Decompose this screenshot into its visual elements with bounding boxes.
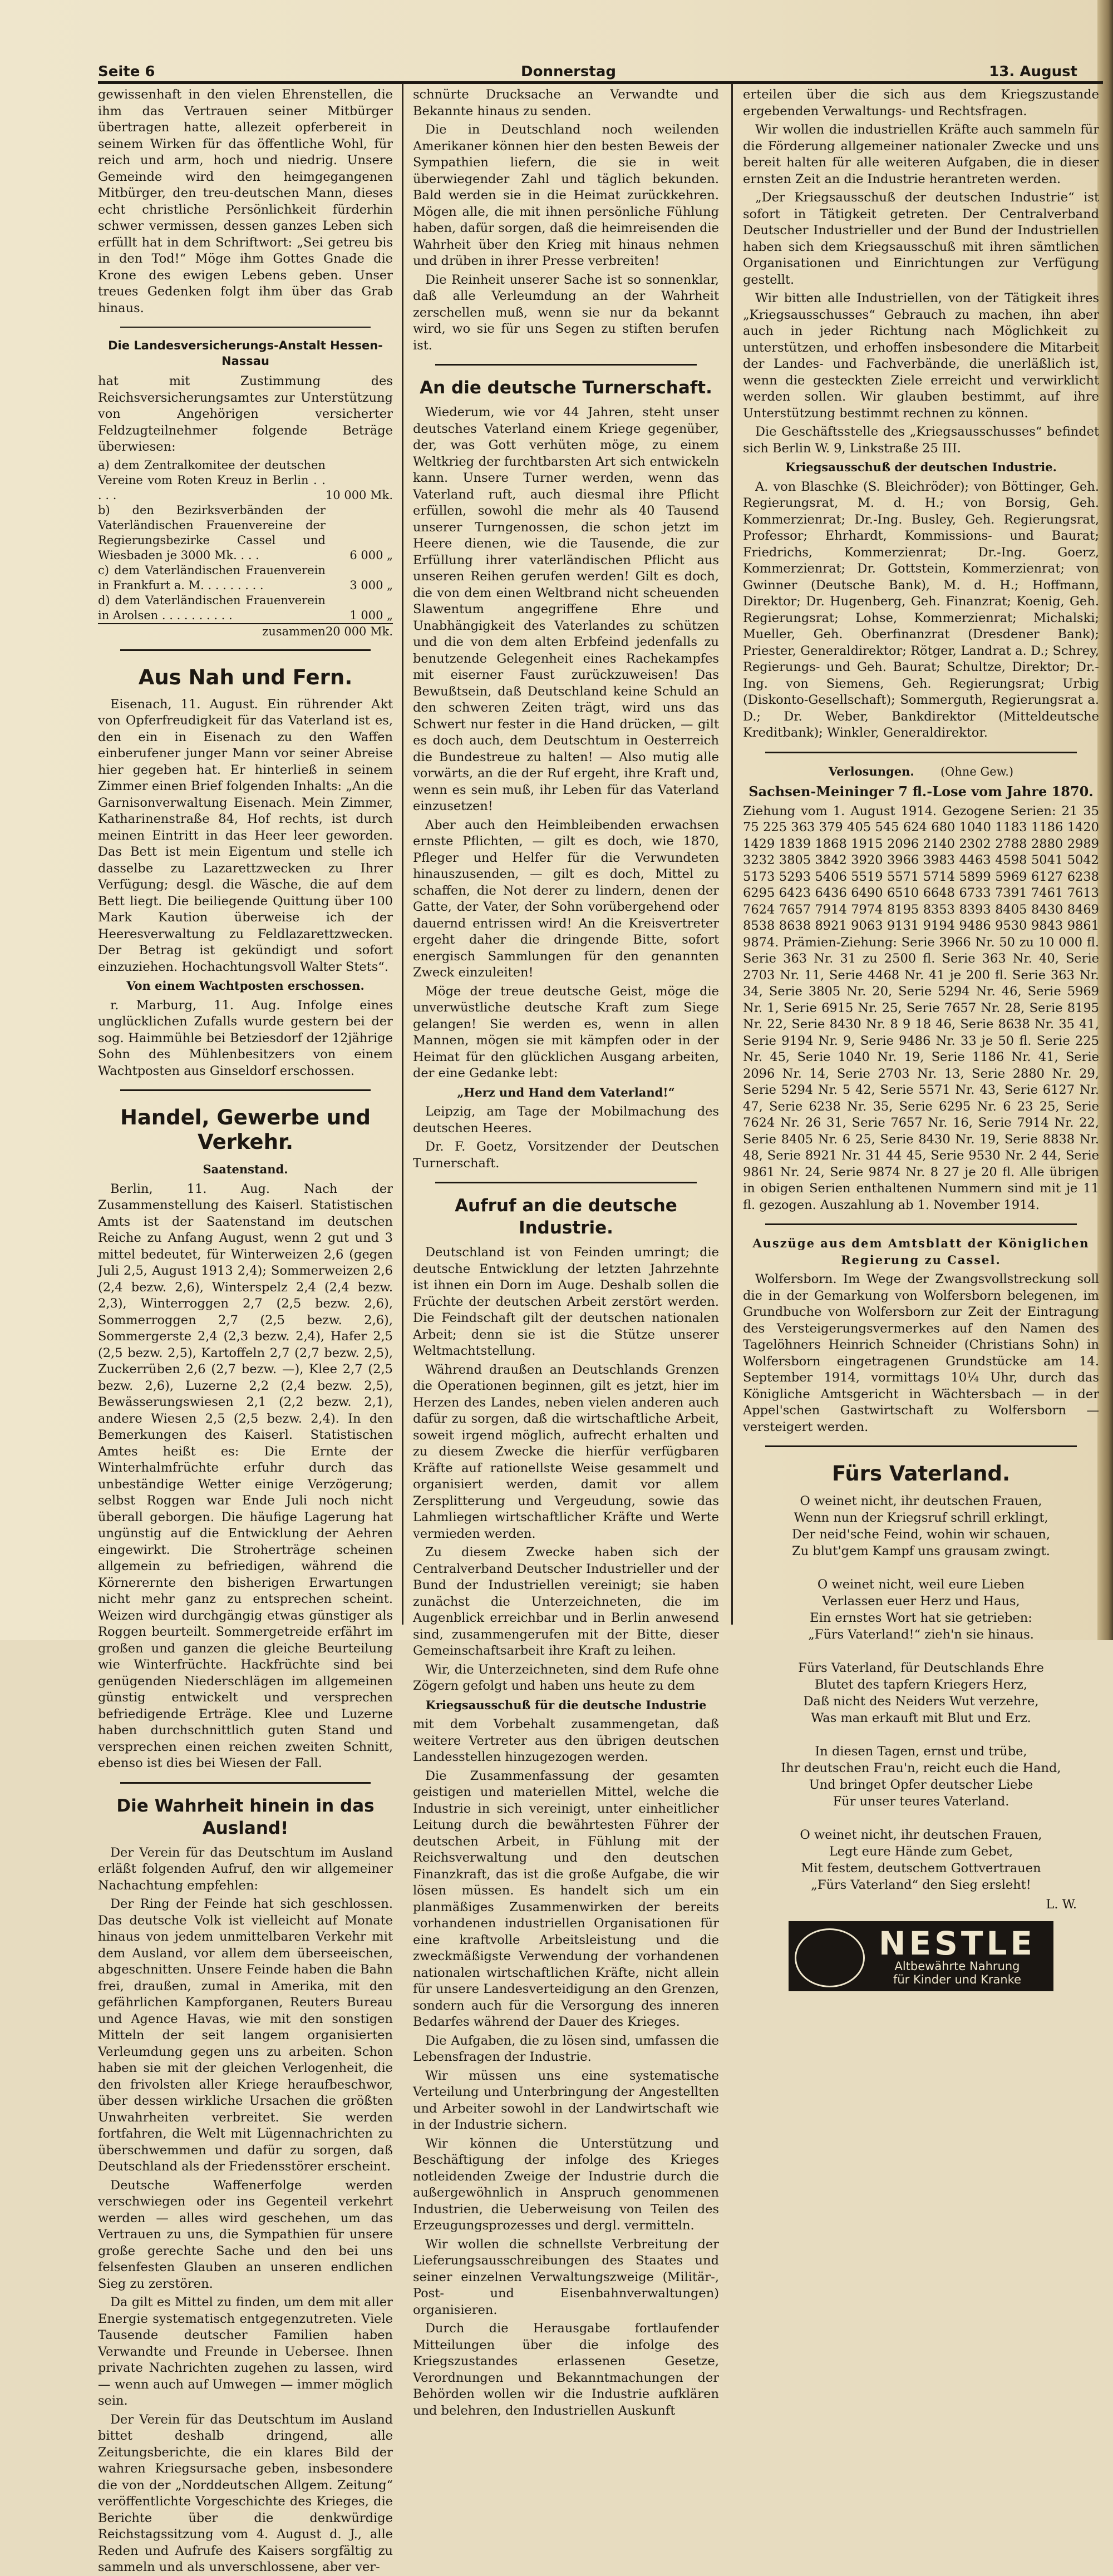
poem-gap	[743, 1560, 1099, 1576]
poem-line: Ihr deutschen Frau'n, reicht euch die Hand,	[781, 1761, 1061, 1775]
poem-line: „Fürs Vaterland“ den Sieg ersleht!	[811, 1878, 1031, 1892]
poem-line: Und bringet Opfer deutscher Liebe	[809, 1778, 1033, 1792]
column-rule	[731, 83, 733, 1625]
donation-row: a) dem Zentralkomitee der deutschen Vereine vom Roten Kreuz in Berlin . . . . . 10 000 Mk.	[98, 458, 393, 502]
industrie-paragraph: Die Aufgaben, die zu lösen sind, umfassen die Lebensfragen der Industrie.	[413, 2033, 719, 2064]
poem-line: In diesen Tagen, ernst und trübe,	[815, 1744, 1027, 1759]
wahrheit-paragraph: Die Reinheit unserer Sache ist so sonnenklar, daß alle Verleumdung an der Wahrheit zerschellen muß, wenn sie nur da bekannt wird, wo sie für uns Segen zu stiften berufen ist.	[413, 272, 719, 353]
poem	[743, 1493, 1099, 1893]
wahrheit-paragraph: Der Ring der Feinde hat sich geschlossen. Das deutsche Volk ist vielleicht auf Monate hinaus von jedem unmittelbaren Verkehr mit dem Ausland, vor allem dem überseeischen, abgeschnitten. Unsere Feinde haben die Bahn frei, draußen, zumal in Amerika, mit den gefährlichen Kampforganen, Reuters Bureau und Agence Havas, wie mit den sonstigen Mitteln der seit langem organisierten Verleumdung gegen uns zu arbeiten. Schon haben sie mit der gleichen Verlogenheit, die den frivolsten aller Kriege heraufbeschwor, über dessen wirkliche Ursachen die größten Unwahrheiten verbreitet. Sie werden fortfahren, die Welt mit Lügennachrichten zu überschwemmen und dafür zu sorgen, daß Deutschland als der Friedensstörer erscheint.	[98, 1897, 393, 2174]
section-title-wahrheit: Die Wahrheit hinein in das Ausland!	[116, 1795, 375, 1838]
turner-paragraph: Möge der treue deutsche Geist, möge die unverwüstliche deutsche Kraft zum Siege gelangen! Sie werden es, wenn in allen Mannen, mögen sie mit kämpfen oder in der Heimat für den glücklichen Ausgang arbeiten, der eine Gedanke lebt:	[413, 984, 719, 1080]
wachtposten-title: Von einem Wachtposten erschossen.	[126, 979, 365, 993]
turner-signature: Dr. F. Goetz, Vorsitzender der Deutschen Turnerschaft.	[413, 1139, 719, 1171]
turner-paragraph: Aber auch den Heimbleibenden erwachsen ernste Pflichten, — gilt es doch, wie 1870, Pfleger und Helfer für die Verwundeten hinauszusenden, — gilt es doch, Mittel zu schaffen, die Not derer zu lindern, denen der Gatte, der Vater, der Sohn vorübergehend oder dauernd entrissen wird! An die Kreisvertreter ergeht daher die dringende Bitte, sofort energisch Sammlungen für den genannten Zweck einzuleiten!	[413, 817, 719, 980]
wahrheit-paragraph: Der Verein für das Deutschtum im Ausland bittet deshalb dringend, alle Zeitungsberichte, die ein klares Bild der wahren Kriegsursache geben, insbesondere die von der „Norddeutschen Allgem. Zeitung“ veröffentlichte Vorgeschichte des Krieges, die Berichte über die denkwürdige Reichstagssitzung vom 4. August d. J., alle Reden und Aufrufe des Kaisers sorgfältig zu sammeln und als unverschlossene, aber ver-	[98, 2412, 393, 2574]
page-edge	[1097, 0, 1113, 1640]
turner-motto: „Herz und Hand dem Vaterland!“	[457, 1085, 675, 1099]
industrie-paragraph: Wir wollen die industriellen Kräfte auch sammeln für die Förderung allgemeiner nationaler Zwecke und uns bereit halten für alle weiteren Aufgaben, die in dieser ernsten Zeit an die Industrie herantreten werden.	[743, 122, 1099, 186]
wahrheit-paragraph: Der Verein für das Deutschtum im Ausland erläßt folgenden Aufruf, den wir allgemeiner Nachachtung empfehlen:	[98, 1845, 393, 1893]
poem-line: Blutet des tapfern Kriegers Herz,	[814, 1677, 1028, 1692]
nestle-advertisement	[789, 1921, 1053, 1991]
poem-line: „Fürs Vaterland!“ zieh'n sie hinaus.	[808, 1627, 1034, 1642]
obituary-text: gewissenhaft in den vielen Ehrenstellen, die ihm das Vertrauen seiner Mitbürger übertragen hatte, allezeit opferbereit in seinem Wirken für das öffentliche Wohl, für reich und arm, hoch und niedrig. Unsere Gemeinde wird den heimgegangenen Mitbürger, den treu-deutschen Mann, dieses echt christliche Persönlichkeit fürderhin schwer vermissen, dessen ganzes Leben sich erfüllt hat in dem Schriftwort: „Sei getreu bis in den Tod!“ Möge ihm Gottes Gnade die Krone des ewigen Lebens geben. Unser treues Gedenken folgt ihm über das Grab hinaus.	[98, 87, 393, 315]
donation-row: c) dem Vaterländischen Frauenverein in Frankfurt a. M. . . . . . . . . 3 000 „	[98, 563, 393, 592]
ad-brand: NESTLE	[878, 1924, 1036, 1962]
wolfersborn-notice: Wolfersborn. Im Wege der Zwangsvollstreckung soll die in der Gemarkung von Wolfersborn belegenen, im Grundbuche von Wolfersborn zur Zeit der Eintragung des Versteigerungsvermerkes auf den Namen des Tagelöhners Heinrich Schneider (Christians Sohn) in Wolfersborn eingetragenen Grundstücke am 14. September 1914, vormittags 10¼ Uhr, durch das Königliche Amtsgericht in Wächtersbach — in der Appel'schen Gastwirtschaft zu Wolfersborn — versteigert werden.	[743, 1272, 1099, 1434]
poem-line: Ein ernstes Wort hat sie getrieben:	[810, 1611, 1032, 1625]
turner-paragraph: Wiederum, wie vor 44 Jahren, steht unser deutsches Vaterland einem Kriege gegenüber, der, was Gott verhüten möge, zu einem Weltkrieg der furchtbarsten Art sich entwickeln kann. Unsere Turner werden, wenn das Vaterland ruft, auch diesmal ihre Pflicht erfüllen, sowohl die mehr als 40 Tausend unserer Turngenossen, die schon jetzt im Heere dienen, wie die Tausende, die zur Erfüllung ihrer vaterländischen Pflicht aus unseren Reihen gerufen werden! Gilt es doch, die von dem einen Weltbrand nicht scheuenden Slawentum angegriffene Ehre und Unabhängigkeit des Vaterlandes zu schützen und die von dem alten Erbfeind jedenfalls zu benutzende Gelegenheit eines Rachekampfes mit eiserner Faust zurückzuweisen! Das Bewußtsein, daß Deutschland keine Schuld an den schweren Zeiten trägt, wird uns das Schwert nur fester in die Hand drücken, — gilt es doch auch, dem Deutschtum in Oesterreich die Bundestreue zu halten! — Also mutig alle vorwärts, an die der Ruf ergeht, ihre Kraft und, wenn es sein muß, ihr Leben für das Vaterland einzusetzen!	[413, 405, 719, 813]
wahrheit-paragraph: Deutsche Waffenerfolge werden verschwiegen oder ins Gegenteil verkehrt werden — alles wird geschehen, um das Vertrauen zu uns, die Sympathien für unsere große gerechte Sache und den bei uns felsenfesten Glauben an unseren endlichen Sieg zu zerstören.	[98, 2178, 393, 2291]
weekday: Donnerstag	[521, 63, 616, 80]
industrie-paragraph: mit dem Vorbehalt zusammengetan, daß weitere Vertreter aus den übrigen deutschen Landesstellen hinzugezogen werden.	[413, 1717, 719, 1764]
column-rule	[402, 83, 403, 1625]
industrie-paragraph: Deutschland ist von Feinden umringt; die deutsche Entwicklung der letzten Jahrzehnte ist ihnen ein Dorn im Auge. Deshalb sollen die Früchte der deutschen Arbeit zerstört werden. Die Feindschaft gilt der deutschen nationalen Arbeit; denn sie ist die Stütze unserer Weltmachtstellung.	[413, 1245, 719, 1358]
poem-gap	[743, 1643, 1099, 1660]
industrie-paragraph: Wir bitten alle Industriellen, von der Tätigkeit ihres „Kriegsausschusses“ Gebrauch zu machen, ihn aber auch in jeder Richtung nach Möglichkeit zu unterstützen, und erhoffen insbesondere die Mitarbeit der Landes- und Fachverbände, die unerläßlich ist, wenn die gesteckten Ziele erreicht und verwirklicht werden sollen. Wir glauben bestimmt, auf ihre Unterstützung bestimmt rechnen zu können.	[743, 291, 1099, 421]
saatenstand-title: Saatenstand.	[203, 1162, 288, 1176]
donation-total: zusammen 20 000 Mk.	[98, 624, 393, 639]
industrie-paragraph: Die Geschäftsstelle des „Kriegsausschusses“ befindet sich Berlin W. 9, Linkstraße 25 III.	[743, 425, 1099, 456]
poem-line: O weinet nicht, ihr deutschen Frauen,	[800, 1828, 1042, 1842]
section-title-handel: Handel, Gewerbe und Verkehr.	[120, 1106, 371, 1154]
poem-line: Fürs Vaterland, für Deutschlands Ehre	[798, 1661, 1044, 1675]
lva-text: hat mit Zustimmung des Reichsversicherungsamtes zur Unterstützung von Angehörigen versicherter Feldzugteilnehmer folgende Beträge überwiesen:	[98, 374, 393, 454]
amtsblatt-title: Auszüge aus dem Amtsblatt der Königlichen Regierung zu Cassel.	[752, 1236, 1090, 1267]
page-number: Seite 6	[98, 63, 155, 80]
poem-line: Daß nicht des Neiders Wut verzehre,	[803, 1694, 1039, 1709]
page-header	[98, 60, 1100, 89]
column-3	[743, 87, 1099, 1986]
industrie-paragraph: Wir müssen uns eine systematische Verteilung und Unterbringung der Angestellten und Arbeiter sowohl in der Landwirtschaft wie in der Industrie sichern.	[413, 2068, 719, 2132]
wahrheit-paragraph: Die in Deutschland noch weilenden Amerikaner können hier den besten Beweis der Sympathien liefern, die sie in weit überwiegender Zahl und täglich bekunden. Bald werden sie in die Heimat zurückkehren. Mögen alle, die mit ihnen persönliche Fühlung haben, dafür sorgen, daß die heimreisenden die Wahrheit über den Krieg mit hinaus nehmen und drüben in ihrer Presse verbreiten!	[413, 122, 719, 268]
lose-title: Sachsen-Meininger 7 fl.-Lose vom Jahre 1870.	[748, 783, 1094, 800]
member-list: A. von Blaschke (S. Bleichröder); von Böttinger, Geh. Regierungsrat, M. d. H.; von Borsig, Geh. Kommerzienrat; Dr.-Ing. Busley, Geh. Regierungsrat, Professor; Ehrhardt, Kommissions- und Baurat; Friedrichs, Kommerzienrat; Dr.-Ing. Goerz, Kommerzienrat; Dr. Gottstein, Kommerzienrat; von Gwinner (Deutsche Bank), M. d. H.; Hoffmann, Direktor; Dr. Hugenberg, Geh. Finanzrat; Koenig, Geh. Regierungsrat; Lohse, Kommerzienrat; Michalski; Mueller, Geh. Oberfinanzrat (Dresdener Bank); Priester, Generaldirektor; Rötger, Landrat a. D.; Schrey, Regierungs- und Geh. Baurat; Schultze, Direktor; Dr.-Ing. von Siemens, Geh. Regierungsrat; Urbig (Diskonto-Gesellschaft); Sommerguth, Regierungsrat a. D.; Dr. Weber, Bankdirektor (Mitteldeutsche Kreditbank); Winkler, Generaldirektor.	[743, 479, 1099, 740]
poem-line: Der neid'sche Feind, wohin wir schauen,	[791, 1527, 1051, 1542]
poem-line: Mit festem, deutschem Gottvertrauen	[801, 1861, 1041, 1876]
lva-title: Die Landesversicherungs-Anstalt Hessen-Nassau	[108, 339, 383, 368]
industrie-paragraph: „Der Kriegsausschuß der deutschen Industrie“ ist sofort in Tätigkeit getreten. Der Centralverband Deutscher Industrieller und der Bund der Industriellen haben sich dem Kriegsausschuß mit ihren sämtlichen Organisationen und Einrichtungen zur Verfügung gestellt.	[743, 190, 1099, 287]
poem-line: Legt eure Hände zum Gebet,	[829, 1844, 1013, 1859]
poem-line: O weinet nicht, weil eure Lieben	[817, 1577, 1025, 1592]
donation-row: b) den Bezirksverbänden der Vaterländischen Frauenvereine der Regierungsbezirke Cassel und Wiesbaden je 3000 Mk. . . . 6 000 „	[98, 503, 393, 562]
separator	[120, 327, 371, 328]
industrie-paragraph: Durch die Herausgabe fortlaufender Mitteilungen über die infolge des Kriegszustandes erlassenen Gesetze, Verordnungen und Bekanntmachungen der Behörden wollen wir die Industrie aufklären und belehren, den Industriellen Auskunft	[413, 2321, 719, 2418]
separator	[120, 1782, 371, 1784]
separator	[765, 752, 1077, 753]
separator	[120, 649, 371, 651]
donation-table	[98, 458, 393, 639]
section-title-nah-fern: Aus Nah und Fern.	[138, 665, 353, 689]
industrie-paragraph: Während draußen an Deutschlands Grenzen die Operationen beginnen, gilt es jetzt, hier im Herzen des Landes, neben vielen anderen auch dafür zu sorgen, daß die wirtschaftliche Arbeit, soweit irgend möglich, aufrecht erhalten und zu diesem Zwecke die hierfür verfügbaren Kräfte auf rationellste Weise gesammelt und organisiert werden, damit vor allem Zersplitterung und Vergeudung, sowie das Lahmliegen wirtschaftlicher Kräfte und Werte vermieden werden.	[413, 1362, 719, 1541]
poem-gap	[743, 1726, 1099, 1743]
eisenach-article: Eisenach, 11. August. Ein rührender Akt von Opferfreudigkeit für das Vaterland ist es, den ein in Eisenach zu den Waffen einberufener junger Mann vor seiner Abreise hier gegeben hat. Er hinterließ in seinem Zimmer einen Brief folgenden Inhalts: „An die Garnisonverwaltung Eisenach. Mein Zimmer, Katharinenstraße 84, Hof rechts, ist durch meinen Eintritt in das Heer leer geworden. Das Bett ist mein Eigentum und stelle ich dasselbe zu Lazarettzwecken zu Ihrer Verfügung; desgl. die Wäsche, die auf dem Bett liegt. Die beiliegende Quittung über 100 Mark Kaution überweise ich der Heeresverwaltung zu Feldlazarettzwecken. Der Betrag ist gekündigt und sofort einzuziehen. Hochachtungsvoll Walter Stets“.	[98, 697, 393, 974]
poem-line: Zu blut'gem Kampf uns grausam zwingt.	[792, 1544, 1050, 1558]
section-title-turnerschaft: An die deutsche Turnerschaft.	[420, 378, 712, 398]
poem-title: Fürs Vaterland.	[831, 1462, 1011, 1486]
wahrheit-paragraph: Da gilt es Mittel zu finden, um dem mit aller Energie systematisch entgegenzutreten. Viele Tausende deutscher Familien haben Verwandte und Freunde in Uebersee. Ihnen private Nachrichten zugehen zu lassen, wird — wenn auch auf Umwegen — immer möglich sein.	[98, 2295, 393, 2408]
wahrheit-continued: schnürte Drucksache an Verwandte und Bekannte hinaus zu senden.	[413, 87, 719, 119]
kriegsausschuss-label: Kriegsausschuß für die deutsche Industrie	[425, 1697, 707, 1712]
bird-nest-logo-icon	[795, 1928, 865, 1987]
poem-signature: L. W.	[1046, 1897, 1077, 1912]
ohne-gewaehr: (Ohne Gew.)	[940, 764, 1014, 778]
poem-line: Verlassen euer Herz und Haus,	[822, 1594, 1020, 1608]
separator	[765, 1223, 1077, 1225]
poem-gap	[743, 1810, 1099, 1827]
berlin-article: Berlin, 11. Aug. Nach der Zusammenstellung des Kaiserl. Statistischen Amts ist der Saatenstand im deutschen Reiche zu Anfang August, wenn 2 gut und 3 mittel bedeutet, für Winterweizen 2,6 (gegen Juli 2,5, August 1913 2,4); Sommerweizen 2,6 (2,4 bezw. 2,6), Winterspelz 2,4 (2,4 bezw. 2,3), Winterroggen 2,7 (2,5 bezw. 2,6), Sommerroggen 2,7 (2,5 bezw. 2,6), Sommergerste 2,4 (2,3 bezw. 2,4), Hafer 2,5 (2,5 bezw. 2,5), Kartoffeln 2,7 (2,7 bezw. 2,5), Zuckerrüben 2,6 (2,7 bezw. —), Klee 2,7 (2,5 bezw. 2,6), Luzerne 2,2 (2,4 bezw. 2,5), Bewässerungswiesen 2,1 (2,2 bezw. 2,1), andere Wiesen 2,5 (2,5 bezw. 2,4). In den Bemerkungen des Kaiserl. Statistischen Amtes heißt es: Die Ernte der Winterhalmfrüchte erfuhr durch das unbeständige Wetter einige Verzögerung; selbst Roggen war Ende Juli noch nicht überall geborgen. Die häufige Lagerung hat ungünstig auf die Entwicklung der Aehren eingewirkt. Die Stroherträge scheinen allgemein zu befriedigen, während die Körnerernte den bisherigen Erwartungen nicht mehr ganz zu entsprechen scheint. Weizen wird durchgängig etwas günstiger als Roggen beurteilt. Sommergetreide erfährt im großen und ganzen die gleiche Beurteilung wie Winterfrüchte. Hackfrüchte sind bei genügenden Niederschlägen im allgemeinen günstig entwickelt und versprechen befriedigende Erträge. Klee und Luzerne haben durchschnittlich guten Stand und versprechen einen reichen zweiten Schnitt, ebenso ist dies bei Wiesen der Fall.	[98, 1181, 393, 1770]
poem-line: Was man erkauft mit Blut und Erz.	[811, 1711, 1031, 1725]
header-rule	[98, 81, 1103, 84]
poem-line: O weinet nicht, ihr deutschen Frauen,	[800, 1494, 1042, 1508]
separator	[120, 1089, 371, 1091]
industrie-paragraph: Wir, die Unterzeichneten, sind dem Rufe ohne Zögern gefolgt und haben uns heute zu dem	[413, 1662, 719, 1693]
ad-line-2: für Kinder und Kranke	[893, 1972, 1022, 1986]
issue-date: 13. August	[989, 63, 1077, 80]
industrie-paragraph: Zu diesem Zwecke haben sich der Centralverband Deutscher Industrieller und der Bund der Industriellen vereinigt; sie haben zunächst die Unterzeichneten, die im Augenblick erreichbar und in Berlin anwesend sind, zusammengerufen mit der Bitte, dieser Gemeinschaftsarbeit ihre Kraft zu leihen.	[413, 1545, 719, 1658]
verlosungen-header	[743, 763, 1099, 781]
verlosungen-title: Verlosungen.	[828, 764, 914, 778]
kriegsausschuss-title: Kriegsausschuß der deutschen Industrie.	[785, 460, 1057, 474]
section-title-industrie: Aufruf an die deutsche Industrie.	[455, 1196, 677, 1238]
turner-signature: Leipzig, am Tage der Mobilmachung des deutschen Heeres.	[413, 1104, 719, 1136]
separator	[435, 1182, 697, 1183]
industrie-paragraph: Wir können die Unterstützung und Beschäftigung der infolge des Krieges notleidenden Zweige der Industrie durch die außergewöhnlich in Anspruch genommenen Industrien, die Ueberweisung von Teilen des Erzeugungsprozesses und dergl. vermitteln.	[413, 2136, 719, 2233]
industrie-paragraph: Die Zusammenfassung der gesamten geistigen und materiellen Mittel, welche die Industrie in sich vereinigt, unter einheitlicher Leitung durch die bewährtesten Führer der deutschen Arbeit, in Fühlung mit der Reichsverwaltung und den deutschen Finanzkraft, das ist die große Aufgabe, die wir lösen müssen. Es handelt sich um ein planmäßiges Zusammenwirken der bereits vorhandenen industriellen Organisationen für eine kraftvolle Arbeitsleistung und die zweckmäßigste Verwendung der vorhandenen nationalen wirtschaftlichen Kräfte, nicht allein für unsere Landesverteidigung an den Grenzen, sondern auch für die Versorgung des inneren Bedarfes während der Dauer des Krieges.	[413, 1768, 719, 2029]
poem-line: Wenn nun der Kriegsruf schrill erklingt,	[794, 1511, 1048, 1525]
lose-results: Ziehung vom 1. August 1914. Gezogene Serien: 21 35 75 225 363 379 405 545 624 680 1040 1183 1186 1420 1429 1839 1868 1915 2096 2140 2302 2788 2880 2989 3232 3805 3842 3920 3966 3983 4463 4598 5041 5042 5173 5293 5406 5519 5571 5714 5899 5969 6127 6238 6295 6423 6436 6490 6510 6648 6733 7391 7461 7613 7624 7657 7914 7974 8195 8353 8393 8405 8430 8469 8538 8638 8921 9063 9131 9194 9486 9530 9843 9861 9874. Prämien-Ziehung: Serie 3966 Nr. 50 zu 10 000 fl. Serie 363 Nr. 31 zu 2500 fl. Serie 363 Nr. 40, Serie 2703 Nr. 11, Serie 4468 Nr. 41 je 200 fl. Serie 363 Nr. 34, Serie 3805 Nr. 20, Serie 5294 Nr. 46, Serie 5969 Nr. 1, Serie 6915 Nr. 25, Serie 7657 Nr. 28, Serie 8195 Nr. 22, Serie 8430 Nr. 8 9 18 46, Serie 8638 Nr. 35 41, Serie 9194 Nr. 9, Serie 9486 Nr. 33 je 50 fl. Serie 225 Nr. 45, Serie 1040 Nr. 19, Serie 1186 Nr. 41, Serie 2096 Nr. 14, Serie 2703 Nr. 13, Serie 2880 Nr. 29, Serie 5294 Nr. 5 42, Serie 5571 Nr. 43, Serie 6127 Nr. 47, Serie 6238 Nr. 35, Serie 6295 Nr. 6 23 25, Serie 7624 Nr. 26 31, Serie 7657 Nr. 16, Serie 7914 Nr. 22, Serie 8405 Nr. 6 25, Serie 8430 Nr. 19, Serie 8838 Nr. 48, Serie 8921 Nr. 31 44 45, Serie 9530 Nr. 2 44, Serie 9861 Nr. 24, Serie 9874 Nr. 8 27 je 20 fl. Alle übrigen in obigen Serien enthaltenen Nummern sind mit je 11 fl. gezogen. Auszahlung ab 1. November 1914.	[743, 803, 1099, 1212]
column-1	[98, 87, 393, 2574]
ad-line-1: Altbewährte Nahrung	[894, 1959, 1020, 1973]
column-2	[413, 87, 719, 2418]
separator	[765, 1445, 1077, 1447]
industrie-paragraph: Wir wollen die schnellste Verbreitung der Lieferungsausschreibungen des Staates und seiner einzelnen Verwaltungszweige (Militär-, Post- und Eisenbahnverwaltungen) organisieren.	[413, 2237, 719, 2317]
marburg-article: r. Marburg, 11. Aug. Infolge eines unglücklichen Zufalls wurde gestern bei der sog. Haimmühle bei Betziesdorf der 12jährige Sohn des Mühlenbesitzers von einem Wachtposten aus Ginseldorf erschossen.	[98, 998, 393, 1078]
separator	[435, 364, 697, 366]
poem-line: Für unser teures Vaterland.	[833, 1794, 1009, 1809]
donation-row: d) dem Vaterländischen Frauenverein in Arolsen . . . . . . . . . . 1 000 „	[98, 593, 393, 622]
industrie-continued: erteilen über die sich aus dem Kriegszustande ergebenden Verwaltungs- und Rechtsfragen.	[743, 87, 1099, 119]
